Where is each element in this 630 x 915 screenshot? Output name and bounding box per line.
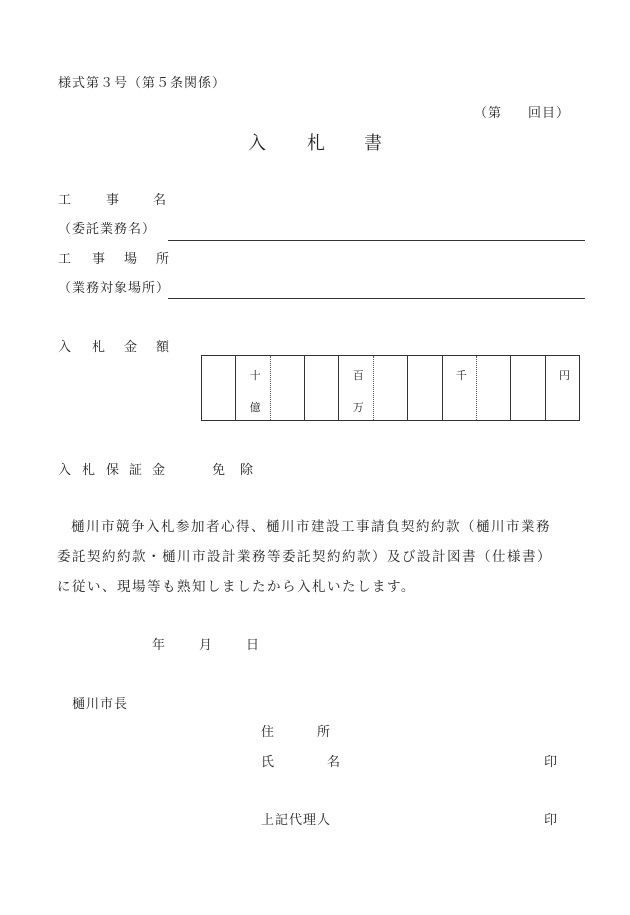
bid-amount-char: 札	[92, 340, 107, 355]
digit-cell[interactable]	[511, 356, 545, 420]
unit-label: 千	[455, 369, 467, 382]
deposit-char: 入	[58, 463, 73, 478]
unit-label: 百	[352, 369, 364, 382]
work-place-char: 工	[58, 252, 73, 267]
name-char: 名	[327, 755, 342, 770]
bid-amount-char: 入	[58, 340, 73, 355]
work-place-field[interactable]	[168, 298, 585, 299]
deposit-char: 金	[152, 463, 167, 478]
statement-line: 委託契約約款・樋川市設計業務等委託契約約款）及び設計図書（仕様書）	[57, 549, 552, 565]
unit-label: 十	[249, 369, 261, 382]
digit-cell[interactable]	[339, 356, 373, 420]
statement-line: に従い、現場等も熟知しましたから入札いたします。	[57, 579, 416, 595]
title-char: 札	[307, 133, 325, 154]
bid-amount-char: 額	[156, 340, 171, 355]
work-place-char: 事	[92, 252, 107, 267]
digit-cell[interactable]	[305, 356, 339, 420]
title-char: 書	[364, 133, 382, 154]
work-name-char: 工	[58, 193, 73, 208]
digit-cell[interactable]	[443, 356, 477, 420]
work-place-alt-label: （業務対象場所）	[58, 281, 171, 296]
bid-amount-char: 金	[124, 340, 139, 355]
bid-amount-grid	[201, 355, 580, 421]
unit-label: 万	[352, 401, 364, 414]
digit-cell[interactable]	[408, 356, 442, 420]
date-year: 年	[152, 638, 167, 653]
work-place-char: 所	[156, 252, 171, 267]
deposit-char: 札	[82, 463, 97, 478]
agent-label: 上記代理人	[261, 813, 332, 828]
work-name-char: 事	[106, 193, 121, 208]
statement-line: 樋川市競争入札参加者心得、樋川市建設工事請負契約約款（樋川市業務	[71, 519, 551, 535]
agent-seal-mark: 印	[544, 813, 559, 828]
title-char: 入	[248, 133, 266, 154]
form-number: 様式第３号（第５条関係）	[58, 76, 227, 91]
digit-cell[interactable]	[271, 356, 305, 420]
unit-label: 億	[249, 401, 261, 414]
round-suffix: 回目）	[528, 106, 571, 121]
seal-mark: 印	[544, 755, 559, 770]
work-name-alt-label: （委託業務名）	[58, 222, 157, 237]
digit-cell[interactable]	[546, 356, 579, 420]
date-month: 月	[199, 638, 214, 653]
work-place-char: 場	[124, 252, 139, 267]
deposit-char: 証	[129, 463, 144, 478]
work-name-field[interactable]	[168, 240, 585, 241]
digit-cell[interactable]	[374, 356, 408, 420]
recipient: 樋川市長	[72, 697, 129, 712]
name-char: 氏	[261, 755, 276, 770]
deposit-char: 保	[106, 463, 121, 478]
digit-cell[interactable]	[202, 356, 236, 420]
work-name-char: 名	[153, 193, 168, 208]
date-day: 日	[246, 638, 261, 653]
round-prefix: （第	[474, 106, 503, 121]
unit-label: 円	[558, 369, 570, 382]
statement-paragraph	[57, 512, 587, 602]
deposit-value: 免 除	[212, 463, 255, 478]
address-char: 所	[317, 725, 332, 740]
address-char: 住	[261, 725, 276, 740]
digit-cell[interactable]	[236, 356, 270, 420]
digit-cell[interactable]	[477, 356, 511, 420]
